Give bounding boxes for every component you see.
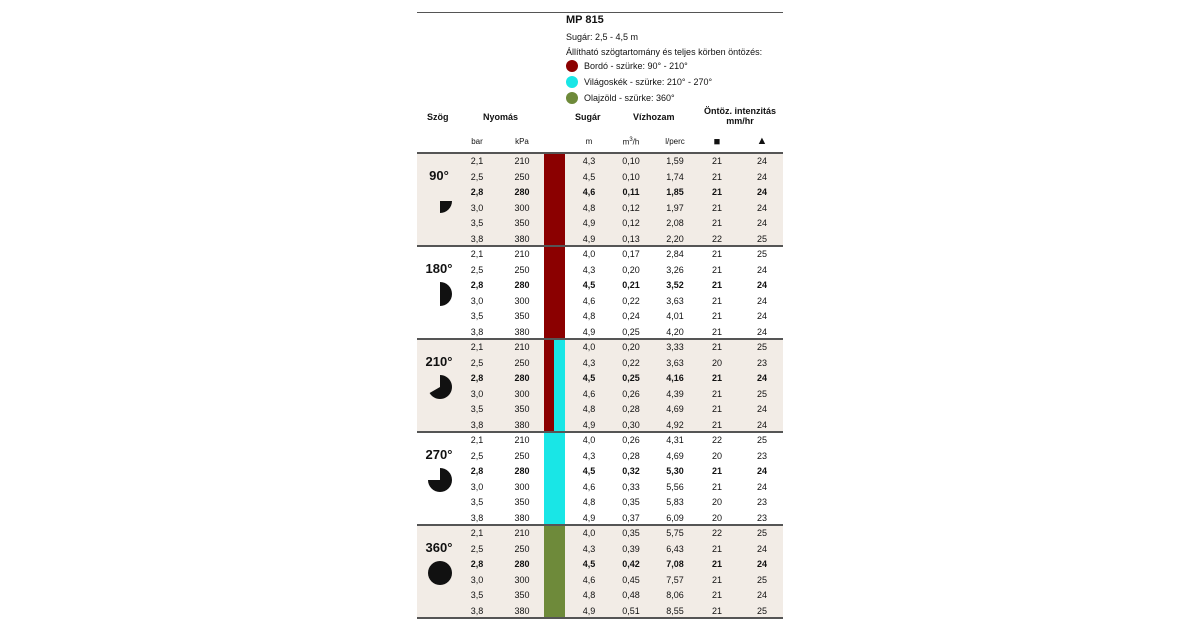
cell-radius: 4,5 xyxy=(582,466,596,476)
cell-kpa: 280 xyxy=(514,187,530,197)
cell-flow-m3h: 0,12 xyxy=(622,202,640,213)
cell-intensity-square: 21 xyxy=(711,466,722,476)
cell-intensity-triangle: 25 xyxy=(756,233,767,244)
cell-flow-m3h: 0,35 xyxy=(622,497,640,507)
cell-bar: 2,5 xyxy=(470,171,484,182)
table-row xyxy=(417,387,783,403)
cell-radius: 4,9 xyxy=(582,326,596,337)
unit-bar: bar xyxy=(471,137,483,146)
cell-kpa: 300 xyxy=(514,202,530,213)
cell-flow-lperc: 1,74 xyxy=(666,171,684,182)
cell-flow-lperc: 4,01 xyxy=(666,311,684,321)
cell-flow-m3h: 0,25 xyxy=(622,373,640,383)
cell-radius: 4,6 xyxy=(582,574,596,585)
cell-intensity-square: 20 xyxy=(711,497,722,507)
cell-intensity-triangle: 24 xyxy=(756,590,767,600)
angle-label: 180° xyxy=(425,261,453,276)
cell-flow-m3h: 0,25 xyxy=(622,326,640,337)
cell-intensity-triangle: 24 xyxy=(756,419,767,430)
cell-radius: 4,3 xyxy=(582,357,596,368)
cell-kpa: 250 xyxy=(514,357,530,368)
cell-intensity-triangle: 24 xyxy=(756,264,767,275)
cell-intensity-triangle: 24 xyxy=(756,295,767,306)
cell-intensity-triangle: 25 xyxy=(756,574,767,585)
cell-radius: 4,0 xyxy=(582,528,596,538)
cell-bar: 2,1 xyxy=(470,528,484,538)
cell-kpa: 350 xyxy=(514,590,530,600)
cell-intensity-triangle: 24 xyxy=(756,171,767,182)
legend-label: Bordó - szürke: 90° - 210° xyxy=(584,61,688,71)
cell-bar: 3,0 xyxy=(470,574,484,585)
cell-intensity-triangle: 23 xyxy=(756,357,767,368)
cell-intensity-triangle: 24 xyxy=(756,202,767,213)
angle-group xyxy=(417,524,783,617)
table-row xyxy=(417,278,783,294)
cell-radius: 4,3 xyxy=(582,543,596,554)
cell-intensity-triangle: 25 xyxy=(756,388,767,399)
unit-kpa: kPa xyxy=(515,137,529,146)
cell-flow-lperc: 5,83 xyxy=(666,497,684,507)
cell-flow-lperc: 1,85 xyxy=(666,187,684,197)
unit-m: m xyxy=(585,137,593,146)
cell-bar: 3,8 xyxy=(470,605,484,616)
cell-intensity-square: 22 xyxy=(711,233,722,244)
cell-radius: 4,9 xyxy=(582,512,596,523)
cell-kpa: 350 xyxy=(514,404,530,414)
cell-flow-lperc: 8,06 xyxy=(666,590,684,600)
cell-bar: 2,1 xyxy=(470,342,484,352)
table-row xyxy=(417,154,783,170)
radius-subtitle: Sugár: 2,5 - 4,5 m xyxy=(566,32,639,42)
cell-flow-m3h: 0,22 xyxy=(622,357,640,368)
cell-bar: 2,5 xyxy=(470,264,484,275)
cell-flow-m3h: 0,37 xyxy=(622,512,640,523)
cell-intensity-square: 21 xyxy=(711,605,722,616)
cell-flow-lperc: 5,56 xyxy=(666,481,684,492)
cell-flow-m3h: 0,35 xyxy=(622,528,640,538)
angle-label: 90° xyxy=(429,168,449,183)
cell-bar: 3,5 xyxy=(470,590,484,600)
cell-intensity-triangle: 24 xyxy=(756,466,767,476)
cell-intensity-square: 21 xyxy=(711,543,722,554)
legend-label: Olajzöld - szürke: 360° xyxy=(584,93,675,103)
cell-intensity-triangle: 25 xyxy=(756,435,767,445)
cell-radius: 4,8 xyxy=(582,404,596,414)
cell-radius: 4,8 xyxy=(582,590,596,600)
unit-m3h-base: m xyxy=(622,137,630,147)
header-szog: Szög xyxy=(427,112,449,122)
cell-kpa: 250 xyxy=(514,543,530,554)
cell-intensity-square: 21 xyxy=(711,342,722,352)
cell-flow-m3h: 0,28 xyxy=(622,404,640,414)
table-row xyxy=(417,247,783,263)
cell-flow-m3h: 0,39 xyxy=(622,543,640,554)
table-row xyxy=(417,371,783,387)
cell-flow-lperc: 5,75 xyxy=(666,528,684,538)
cell-flow-lperc: 4,92 xyxy=(666,419,684,430)
cell-intensity-triangle: 24 xyxy=(756,559,767,569)
cell-bar: 3,5 xyxy=(470,497,484,507)
square-icon: ■ xyxy=(713,136,721,148)
cell-intensity-square: 21 xyxy=(711,295,722,306)
cell-kpa: 380 xyxy=(514,512,530,523)
cell-radius: 4,3 xyxy=(582,450,596,461)
unit-m3h-sup: 3 xyxy=(629,137,633,143)
cell-kpa: 250 xyxy=(514,264,530,275)
angle-group xyxy=(417,431,783,524)
cell-flow-lperc: 3,33 xyxy=(666,342,684,352)
header-intenzitas-unit: mm/hr xyxy=(726,116,754,126)
cell-flow-m3h: 0,33 xyxy=(622,481,640,492)
cell-flow-m3h: 0,12 xyxy=(622,218,640,228)
cell-bar: 2,8 xyxy=(470,373,484,383)
table-row xyxy=(417,480,783,496)
cell-kpa: 380 xyxy=(514,605,530,616)
cell-intensity-triangle: 23 xyxy=(756,450,767,461)
cell-flow-lperc: 5,30 xyxy=(666,466,684,476)
cell-flow-lperc: 4,69 xyxy=(666,450,684,461)
legend-item-olive xyxy=(566,91,675,105)
legend-item-bordo xyxy=(566,59,688,73)
cell-kpa: 250 xyxy=(514,171,530,182)
cell-kpa: 300 xyxy=(514,295,530,306)
cell-intensity-triangle: 25 xyxy=(756,342,767,352)
cell-kpa: 250 xyxy=(514,450,530,461)
cell-intensity-triangle: 23 xyxy=(756,512,767,523)
header-vizhozam: Vízhozam xyxy=(633,112,675,122)
cell-intensity-square: 21 xyxy=(711,404,722,414)
cell-intensity-triangle: 24 xyxy=(756,218,767,228)
cell-kpa: 280 xyxy=(514,466,530,476)
cell-intensity-square: 20 xyxy=(711,512,722,523)
cell-intensity-square: 22 xyxy=(711,435,722,445)
cell-flow-m3h: 0,10 xyxy=(622,156,640,166)
cell-kpa: 300 xyxy=(514,574,530,585)
legend-item-cyan xyxy=(566,75,712,89)
product-title: MP 815 xyxy=(566,14,604,26)
cell-bar: 3,8 xyxy=(470,233,484,244)
legend-dot-olive-icon xyxy=(566,92,578,104)
cell-kpa: 380 xyxy=(514,419,530,430)
table-row xyxy=(417,557,783,573)
cell-intensity-square: 21 xyxy=(711,388,722,399)
cell-bar: 2,8 xyxy=(470,559,484,569)
cell-flow-lperc: 2,84 xyxy=(666,249,684,259)
table-row xyxy=(417,588,783,604)
cell-flow-lperc: 7,57 xyxy=(666,574,684,585)
cell-kpa: 350 xyxy=(514,218,530,228)
cell-radius: 4,9 xyxy=(582,605,596,616)
cell-flow-lperc: 2,08 xyxy=(666,218,684,228)
cell-intensity-triangle: 24 xyxy=(756,311,767,321)
triangle-icon: ▲ xyxy=(756,135,768,147)
angle-group xyxy=(417,338,783,431)
table-row xyxy=(417,340,783,356)
cell-kpa: 380 xyxy=(514,233,530,244)
table-row xyxy=(417,542,783,558)
cell-intensity-square: 21 xyxy=(711,419,722,430)
cell-flow-lperc: 3,26 xyxy=(666,264,684,275)
cell-kpa: 350 xyxy=(514,497,530,507)
cell-flow-lperc: 4,69 xyxy=(666,404,684,414)
cell-flow-lperc: 4,39 xyxy=(666,388,684,399)
header-nyomas: Nyomás xyxy=(483,112,519,122)
cell-kpa: 210 xyxy=(514,342,530,352)
cell-flow-m3h: 0,24 xyxy=(622,311,640,321)
cell-kpa: 380 xyxy=(514,326,530,337)
cell-bar: 3,5 xyxy=(470,404,484,414)
table-row xyxy=(417,185,783,201)
cell-flow-m3h: 0,21 xyxy=(622,280,640,290)
cell-bar: 2,5 xyxy=(470,450,484,461)
cell-bar: 3,0 xyxy=(470,388,484,399)
cell-radius: 4,6 xyxy=(582,388,596,399)
cell-flow-m3h: 0,48 xyxy=(622,590,640,600)
cell-kpa: 280 xyxy=(514,280,530,290)
cell-radius: 4,6 xyxy=(582,295,596,306)
cell-flow-lperc: 1,59 xyxy=(666,156,684,166)
table-row xyxy=(417,356,783,372)
cell-intensity-triangle: 25 xyxy=(756,605,767,616)
spec-sheet xyxy=(417,0,783,630)
cell-bar: 2,8 xyxy=(470,187,484,197)
cell-intensity-square: 21 xyxy=(711,311,722,321)
cell-flow-m3h: 0,26 xyxy=(622,388,640,399)
cell-intensity-square: 21 xyxy=(711,590,722,600)
cell-intensity-triangle: 24 xyxy=(756,326,767,337)
cell-radius: 4,0 xyxy=(582,249,596,259)
cell-bar: 2,1 xyxy=(470,249,484,259)
cell-radius: 4,3 xyxy=(582,264,596,275)
table-row xyxy=(417,201,783,217)
cell-intensity-triangle: 24 xyxy=(756,481,767,492)
cell-intensity-triangle: 24 xyxy=(756,543,767,554)
angle-label: 210° xyxy=(425,354,453,369)
cell-intensity-square: 20 xyxy=(711,357,722,368)
bottom-rule xyxy=(417,617,783,619)
cell-bar: 2,1 xyxy=(470,435,484,445)
cell-radius: 4,8 xyxy=(582,497,596,507)
cell-bar: 2,8 xyxy=(470,280,484,290)
cell-intensity-triangle: 25 xyxy=(756,528,767,538)
cell-intensity-triangle: 24 xyxy=(756,373,767,383)
cell-intensity-square: 21 xyxy=(711,264,722,275)
cell-flow-lperc: 3,63 xyxy=(666,357,684,368)
cell-flow-lperc: 1,97 xyxy=(666,202,684,213)
unit-lperc: l/perc xyxy=(665,137,685,146)
cell-intensity-square: 21 xyxy=(711,249,722,259)
unit-m3h-tail: /h xyxy=(632,137,640,147)
cell-flow-m3h: 0,26 xyxy=(622,435,640,445)
legend-label: Világoskék - szürke: 210° - 270° xyxy=(584,77,713,87)
cell-radius: 4,6 xyxy=(582,187,596,197)
cell-radius: 4,3 xyxy=(582,156,596,166)
top-rule xyxy=(417,12,783,13)
cell-intensity-square: 21 xyxy=(711,559,722,569)
cell-bar: 3,5 xyxy=(470,218,484,228)
cell-kpa: 210 xyxy=(514,156,530,166)
cell-kpa: 280 xyxy=(514,373,530,383)
cell-bar: 3,0 xyxy=(470,295,484,306)
header-intenzitas xyxy=(700,106,780,126)
header-sugar: Sugár xyxy=(575,112,601,122)
cell-intensity-square: 21 xyxy=(711,373,722,383)
cell-bar: 2,5 xyxy=(470,357,484,368)
table-row xyxy=(417,294,783,310)
cell-flow-m3h: 0,17 xyxy=(622,249,640,259)
table-row xyxy=(417,495,783,511)
cell-intensity-triangle: 25 xyxy=(756,249,767,259)
cell-bar: 3,8 xyxy=(470,326,484,337)
cell-flow-lperc: 6,09 xyxy=(666,512,684,523)
cell-flow-m3h: 0,42 xyxy=(622,559,640,569)
cell-radius: 4,0 xyxy=(582,342,596,352)
cell-flow-lperc: 7,08 xyxy=(666,559,684,569)
cell-intensity-square: 21 xyxy=(711,481,722,492)
legend-dot-bordo-icon xyxy=(566,60,578,72)
cell-bar: 3,5 xyxy=(470,311,484,321)
unit-m3h xyxy=(614,137,648,147)
table-row xyxy=(417,263,783,279)
cell-bar: 2,8 xyxy=(470,466,484,476)
cell-intensity-square: 21 xyxy=(711,574,722,585)
table-row xyxy=(417,170,783,186)
cell-kpa: 300 xyxy=(514,388,530,399)
cell-flow-m3h: 0,45 xyxy=(622,574,640,585)
cell-radius: 4,5 xyxy=(582,373,596,383)
adjust-text: Állítható szögtartomány és teljes körben öntözés: xyxy=(566,47,763,57)
header-intenzitas-label: Öntöz. intenzitás xyxy=(704,106,776,116)
cell-intensity-square: 21 xyxy=(711,187,722,197)
cell-intensity-triangle: 24 xyxy=(756,156,767,166)
cell-radius: 4,0 xyxy=(582,435,596,445)
angle-label: 270° xyxy=(425,447,453,462)
cell-flow-m3h: 0,13 xyxy=(622,233,640,244)
cell-intensity-triangle: 23 xyxy=(756,497,767,507)
table-row xyxy=(417,573,783,589)
table-row xyxy=(417,526,783,542)
cell-intensity-square: 21 xyxy=(711,218,722,228)
cell-bar: 2,1 xyxy=(470,156,484,166)
cell-radius: 4,8 xyxy=(582,311,596,321)
cell-bar: 3,0 xyxy=(470,202,484,213)
cell-flow-lperc: 6,43 xyxy=(666,543,684,554)
cell-flow-lperc: 4,16 xyxy=(666,373,684,383)
cell-radius: 4,9 xyxy=(582,419,596,430)
cell-intensity-triangle: 24 xyxy=(756,187,767,197)
cell-kpa: 210 xyxy=(514,249,530,259)
cell-radius: 4,6 xyxy=(582,481,596,492)
cell-flow-lperc: 3,63 xyxy=(666,295,684,306)
table-row xyxy=(417,464,783,480)
table-row xyxy=(417,309,783,325)
cell-bar: 3,8 xyxy=(470,419,484,430)
cell-kpa: 350 xyxy=(514,311,530,321)
legend-dot-cyan-icon xyxy=(566,76,578,88)
cell-flow-lperc: 4,20 xyxy=(666,326,684,337)
cell-flow-m3h: 0,51 xyxy=(622,605,640,616)
cell-intensity-square: 21 xyxy=(711,171,722,182)
cell-intensity-square: 21 xyxy=(711,326,722,337)
cell-flow-lperc: 3,52 xyxy=(666,280,684,290)
table-row xyxy=(417,216,783,232)
cell-intensity-square: 21 xyxy=(711,202,722,213)
angle-group xyxy=(417,152,783,245)
cell-kpa: 280 xyxy=(514,559,530,569)
cell-radius: 4,5 xyxy=(582,559,596,569)
cell-flow-lperc: 8,55 xyxy=(666,605,684,616)
cell-flow-m3h: 0,22 xyxy=(622,295,640,306)
cell-flow-m3h: 0,20 xyxy=(622,264,640,275)
table-row xyxy=(417,402,783,418)
cell-bar: 3,0 xyxy=(470,481,484,492)
cell-flow-lperc: 2,20 xyxy=(666,233,684,244)
table-row xyxy=(417,449,783,465)
angle-group xyxy=(417,245,783,338)
cell-radius: 4,9 xyxy=(582,233,596,244)
cell-flow-m3h: 0,20 xyxy=(622,342,640,352)
cell-intensity-triangle: 24 xyxy=(756,280,767,290)
cell-radius: 4,5 xyxy=(582,171,596,182)
cell-flow-m3h: 0,30 xyxy=(622,419,640,430)
cell-flow-m3h: 0,11 xyxy=(622,187,640,197)
cell-radius: 4,9 xyxy=(582,218,596,228)
angle-label: 360° xyxy=(425,540,453,555)
cell-intensity-triangle: 24 xyxy=(756,404,767,414)
table-row xyxy=(417,433,783,449)
cell-kpa: 210 xyxy=(514,435,530,445)
cell-intensity-square: 21 xyxy=(711,280,722,290)
cell-intensity-square: 21 xyxy=(711,156,722,166)
cell-kpa: 210 xyxy=(514,528,530,538)
cell-bar: 2,5 xyxy=(470,543,484,554)
cell-flow-m3h: 0,32 xyxy=(622,466,640,476)
cell-bar: 3,8 xyxy=(470,512,484,523)
cell-flow-lperc: 4,31 xyxy=(666,435,684,445)
cell-intensity-square: 20 xyxy=(711,450,722,461)
cell-flow-m3h: 0,28 xyxy=(622,450,640,461)
cell-flow-m3h: 0,10 xyxy=(622,171,640,182)
cell-intensity-square: 22 xyxy=(711,528,722,538)
cell-radius: 4,8 xyxy=(582,202,596,213)
cell-kpa: 300 xyxy=(514,481,530,492)
cell-radius: 4,5 xyxy=(582,280,596,290)
